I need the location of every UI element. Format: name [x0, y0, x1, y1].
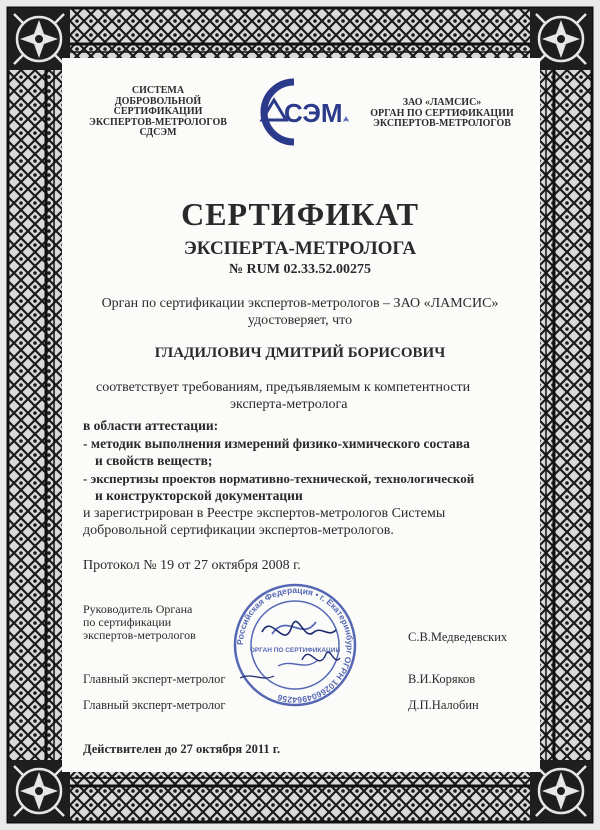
compliance-line: эксперта-метролога	[230, 397, 348, 412]
person-name: ГЛАДИЛОВИЧ ДМИТРИЙ БОРИСОВИЧ	[154, 345, 446, 361]
intro-line: удостоверяет, что	[247, 313, 353, 328]
header-left-line: СИСТЕМА	[131, 85, 185, 96]
head-name: С.В.Медведевских	[408, 630, 508, 644]
header-right-line: ЗАО «ЛАМСИС»	[402, 97, 482, 108]
header-right-line: ЭКСПЕРТОВ-МЕТРОЛОГОВ	[373, 118, 511, 129]
certificate-subtitle: ЭКСПЕРТА-МЕТРОЛОГА	[183, 238, 417, 259]
scope-item: - методик выполнения измерений физико-химического состава	[83, 436, 470, 451]
scope-item: - экспертизы проектов нормативно-технической, технологической	[83, 471, 475, 486]
head-role-line: экспертов-метрологов	[83, 628, 196, 642]
validity-line: Действителен до 27 октября 2011 г.	[83, 742, 281, 756]
head-role-line: по сертификации	[83, 615, 172, 629]
scope-heading: в области аттестации:	[83, 418, 219, 433]
intro-line: Орган по сертификации экспертов-метрологов – ЗАО «ЛАМСИС»	[101, 296, 499, 311]
registry-line: добровольной сертификации экспертов-метрологов.	[83, 523, 394, 538]
sdsem-logo-icon	[246, 76, 356, 148]
official-stamp	[232, 582, 358, 708]
certificate-number: № RUM 02.33.52.00275	[228, 262, 371, 277]
header-left-line: ДОБРОВОЛЬНОЙ	[114, 95, 202, 107]
chief1-name: В.И.Коряков	[408, 672, 476, 686]
scope-item: и свойств веществ;	[95, 453, 213, 468]
header-left-line: СДСЭМ	[139, 127, 177, 138]
compliance-line: соответствует требованиям, предъявляемым к компетентности	[96, 380, 471, 395]
stamp-center-text: ОРГАН ПО СЕРТИФИКАЦИИ	[249, 647, 341, 654]
scope-item: и конструкторской документации	[95, 488, 303, 503]
certificate-title: СЕРТИФИКАТ	[181, 196, 419, 232]
header-left-line: ЭКСПЕРТОВ-МЕТРОЛОГОВ	[89, 116, 227, 128]
protocol-line: Протокол № 19 от 27 октября 2008 г.	[83, 558, 301, 573]
header-left-line: СЕРТИФИКАЦИИ	[113, 106, 203, 117]
chief1-role: Главный эксперт-метролог	[83, 672, 226, 686]
registry-line: и зарегистрирован в Реестре экспертов-метрологов Системы	[83, 506, 446, 521]
head-role-line: Руководитель Органа	[83, 602, 193, 616]
header-left-block	[78, 86, 238, 139]
stamp-outer-text: Российская Федерация • г. Екатеринбург ОГРН 1026604964256	[234, 584, 356, 706]
chief2-role: Главный эксперт-метролог	[83, 698, 226, 712]
chief2-name: Д.П.Налобин	[408, 698, 479, 712]
head-role	[83, 603, 196, 642]
header-right-line: ОРГАН ПО СЕРТИФИКАЦИИ	[370, 107, 514, 119]
logo-text: СЭМ	[284, 98, 343, 128]
header-right-block	[362, 98, 522, 130]
